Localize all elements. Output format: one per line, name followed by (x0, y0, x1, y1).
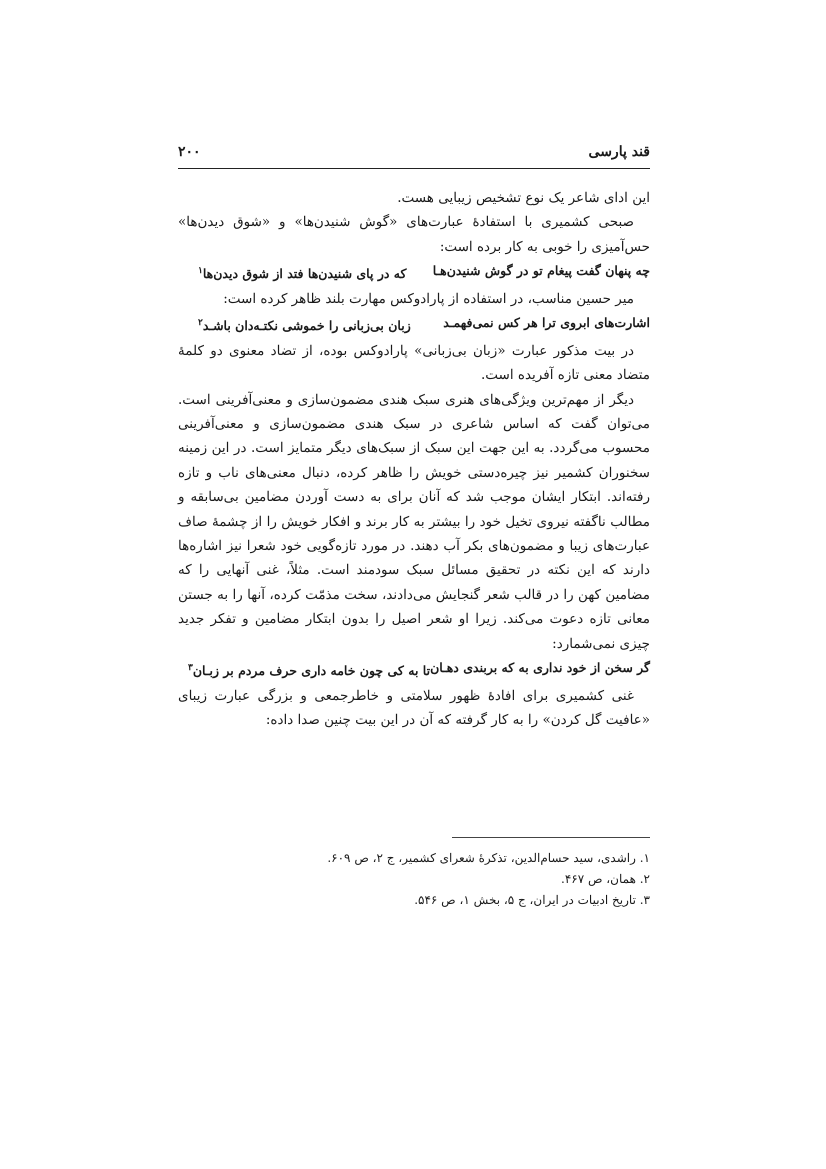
verse-1 (178, 259, 650, 287)
paragraph-1: این ادای شاعر یک نوع تشخیص زیبایی هست. (397, 190, 650, 206)
journal-title: قند پارسی (588, 144, 650, 160)
paragraph-4: در بیت مذکور عبارت «زبان بی‌زبانی» پارادوکس بوده، از تضاد معنوی دو کلمهٔ متضاد معنی تازه آفریده است. (178, 342, 650, 384)
paragraph-5: دیگر از مهم‌ترین ویژگی‌های هنری سبک هندی مضمون‌سازی و معنی‌آفرینی است. می‌توان گفت که اساس شاعری در سبک هندی مضمون‌سازی و معنی‌آفرینی محسوب می‌گردد. به این جهت این سبک از سبک‌های دیگر متمایز است. در این زمینه سخنوران کشمیر نیز چیره‌دستی خویش را ظاهر کرده، دنبال معنی‌های ناب و تازه رفته‌اند. ابتکار ایشان موجب شد که آنان برای به دست آوردن مضامین بی‌سابقه و مطالب ناگفته نیروی تخیل خود را بیشتر به کار برند و افکار خویش را از چشمهٔ صاف عبارت‌های زیبا و مضمون‌های بکر آب دهند. در مورد تازه‌گویی خود شعرا نیز اشاره‌ها دارند که این نکته در تحقیق مسائل سبک سودمند است. مثلاً، غنی آنهایی را که مضامین کهن را در قالب شعر گنجایش می‌دادند، سخت مذمّت کرده، آنها را به جستن معانی تازه دعوت می‌کند. زیرا او شعر اصیل را بدون ابتکار مضامین و تفکر جدید چیزی نمی‌شمارد: (178, 391, 650, 652)
verse-3 (178, 656, 650, 684)
verse-2 (178, 311, 650, 339)
verse-2-second-hemistich: زبان بی‌زبانی را خموشی نکتـه‌دان باشـد$^۲$ (198, 318, 411, 334)
verse-1-second-hemistich: که در پای شنیدن‌ها فتد از شوق دیدن‌ها$^۱$ (198, 266, 407, 282)
page-number: ۲۰۰ (178, 144, 201, 160)
paragraph-2: صبحی کشمیری با استفادهٔ عبارت‌های «گوش شنیدن‌ها» و «شوق دیدن‌ها» حس‌آمیزی را خوبی به کار برده است: (178, 214, 650, 255)
footnote-separator (452, 837, 650, 838)
running-header (178, 140, 650, 169)
footnote-2: ۲. همان، ص ۴۶۷. (561, 872, 650, 886)
verse-2-first-hemistich: اشارت‌های ابروی ترا هر کس نمی‌فهمـد (443, 315, 650, 331)
footnote-3: ۳. تاریخ ادبیات در ایران، ج ۵، بخش ۱، ص ۵۴۶. (414, 893, 650, 907)
paragraph-6: غنی کشمیری برای افادهٔ ظهور سلامتی و خاطرجمعی و بزرگی عبارت زیبای «عافیت گل کردن» را به کار گرفته که آن در این بیت چنین صدا داده: (178, 687, 650, 728)
footnote-ref-2: ۲ (198, 318, 203, 329)
footnote-1: ۱. راشدی، سید حسام‌الدین، تذکرهٔ شعرای کشمیر، ج ۲، ص ۶۰۹. (327, 851, 650, 865)
verse-3-second-hemistich: تا به کی چون خامه داری حرف مردم بر زبـان$^۳$ (188, 663, 431, 679)
footnote-ref-1: ۱ (198, 266, 203, 277)
footnote-ref-3: ۳ (188, 663, 193, 674)
footnotes (178, 848, 650, 911)
verse-1-first-hemistich: چه پنهان گفت پیغام تو در گوش شنیدن‌هـا (432, 263, 650, 279)
verse-3-first-hemistich: گر سخن از خود نداری به که بربندی دهـان (430, 660, 650, 676)
main-text (178, 186, 650, 732)
paragraph-3: میر حسین مناسب، در استفاده از پارادوکس مهارت بلند ظاهر کرده است: (223, 290, 634, 307)
